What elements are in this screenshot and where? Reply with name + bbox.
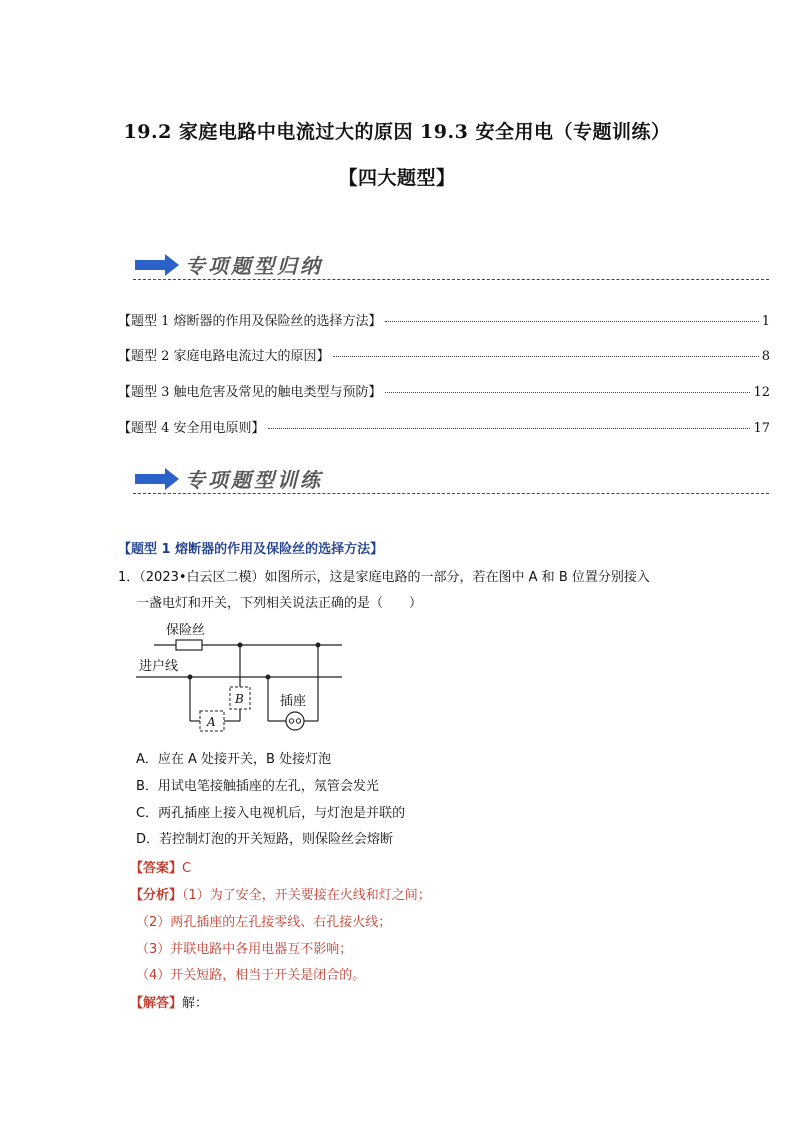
socket-symbol bbox=[286, 712, 304, 730]
question-stem-line2: 一盏电灯和开关，下列相关说法正确的是（ ） bbox=[136, 596, 423, 611]
analysis-line-2: （2）两孔插座的左孔接零线、右孔接火线； bbox=[136, 915, 392, 930]
inlet-label: 进户线 bbox=[139, 659, 179, 674]
option-d[interactable]: D．若控制灯泡的开关短路，则保险丝会熔断 bbox=[136, 832, 394, 847]
fuse-label: 保险丝 bbox=[166, 623, 206, 638]
toc-item-3[interactable] bbox=[118, 381, 770, 399]
socket-label: 插座 bbox=[280, 694, 307, 709]
solution-tag: 【解答】 bbox=[130, 996, 183, 1011]
question-stem-line1: 1．（2023•白云区二模）如图所示，这是家庭电路的一部分，若在图中 A 和 B 位置分别接入 bbox=[118, 570, 650, 585]
section-heading: 【题型 1 熔断器的作用及保险丝的选择方法】 bbox=[118, 542, 384, 557]
analysis-line-4: （4）开关短路，相当于开关是闭合的。 bbox=[136, 968, 366, 983]
option-b[interactable]: B．用试电笔接触插座的左孔，氖管会发光 bbox=[136, 779, 379, 794]
document-subtitle: 【四大题型】 bbox=[338, 167, 456, 189]
solution-line: 【解答】解： bbox=[130, 996, 209, 1011]
toc-item-1[interactable] bbox=[118, 310, 770, 328]
toc-item-label: 【题型 4 安全用电原则】 bbox=[118, 421, 265, 436]
option-a[interactable]: A．应在 A 处接开关，B 处接灯泡 bbox=[136, 752, 332, 767]
toc-item-page: 12 bbox=[753, 385, 770, 400]
analysis-tag: 【分析】 bbox=[130, 888, 183, 903]
banner-summary bbox=[133, 250, 769, 280]
fuse-symbol bbox=[176, 640, 202, 650]
toc-item-label: 【题型 2 家庭电路电流过大的原因】 bbox=[118, 349, 330, 364]
document-title: 19.2 家庭电路中电流过大的原因 19.3 安全用电（专题训练） bbox=[123, 121, 671, 143]
answer-tag: 【答案】 bbox=[130, 861, 183, 876]
answer-line bbox=[130, 857, 191, 876]
answer-value: C bbox=[182, 861, 192, 876]
circuit-diagram bbox=[136, 615, 356, 740]
banner-training bbox=[133, 464, 769, 494]
banner-summary-label: 专项题型归纳 bbox=[185, 254, 323, 278]
toc-item-page: 8 bbox=[761, 349, 770, 364]
toc-item-page: 17 bbox=[753, 421, 770, 436]
analysis-line-3: （3）并联电路中各用电器互不影响； bbox=[136, 942, 353, 957]
b-label: B bbox=[235, 692, 244, 706]
option-c[interactable]: C．两孔插座上接入电视机后，与灯泡是并联的 bbox=[136, 806, 406, 821]
a-label: A bbox=[207, 715, 216, 729]
toc-item-2[interactable] bbox=[118, 345, 770, 363]
toc-item-4[interactable] bbox=[118, 417, 770, 435]
banner-training-label: 专项题型训练 bbox=[185, 468, 323, 492]
toc-item-page: 1 bbox=[761, 314, 770, 329]
arrow-icon bbox=[135, 254, 181, 276]
arrow-icon bbox=[135, 468, 181, 490]
toc-item-label: 【题型 1 熔断器的作用及保险丝的选择方法】 bbox=[118, 314, 382, 329]
toc-item-label: 【题型 3 触电危害及常见的触电类型与预防】 bbox=[118, 385, 382, 400]
analysis-line-1: 【分析】（1）为了安全，开关要接在火线和灯之间； bbox=[130, 888, 431, 903]
